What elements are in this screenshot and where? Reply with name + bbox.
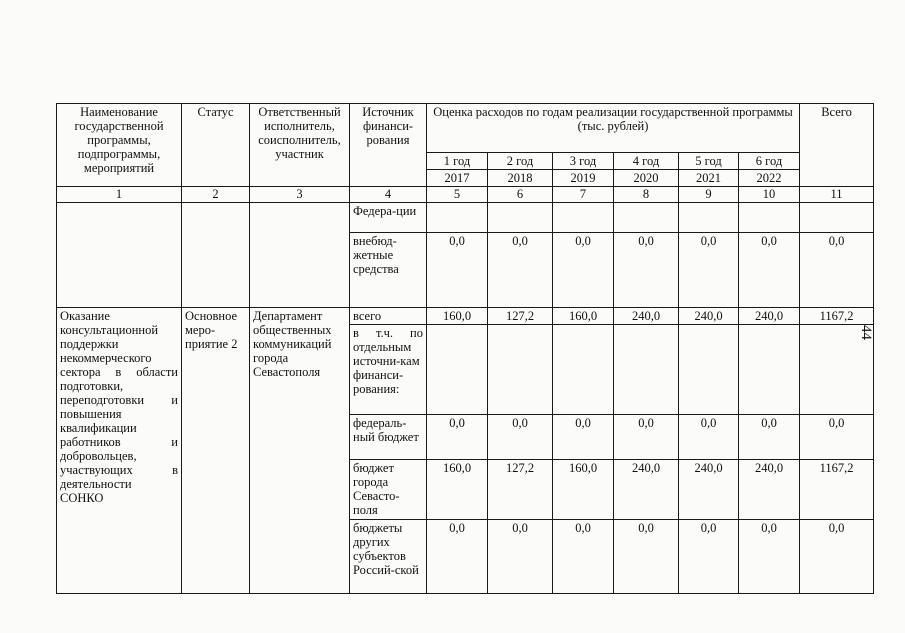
value-cell: 127,2 (488, 308, 553, 325)
value-cell (614, 203, 679, 233)
value-cell: 0,0 (739, 415, 800, 460)
value-cell (679, 203, 739, 233)
budget-table (56, 103, 874, 594)
year-label-5: 5 год (679, 153, 739, 170)
year-label-3: 3 год (553, 153, 614, 170)
value-cell: 0,0 (427, 233, 488, 308)
header-total: Всего (800, 104, 874, 187)
column-number: 1 (57, 187, 182, 203)
value-cell (739, 203, 800, 233)
value-cell: 0,0 (553, 233, 614, 308)
value-cell: 160,0 (427, 460, 488, 520)
empty-status-cell (182, 203, 250, 308)
value-cell (739, 325, 800, 415)
value-cell: 127,2 (488, 460, 553, 520)
value-cell: 160,0 (427, 308, 488, 325)
value-cell: 240,0 (614, 460, 679, 520)
empty-responsible-cell (250, 203, 350, 308)
year-4: 2020 (614, 170, 679, 187)
column-number: 6 (488, 187, 553, 203)
source-cell: бюджеты других субъектов Россий-ской (350, 520, 427, 594)
header-name: Наименование государственной программы, подпрограммы, мероприятий (57, 104, 182, 187)
activity-name: Оказание консультационной поддержки некоммерческого сектора в области подготовки, переподготовки и повышения квалификации работников и добровольцев, участвующих в деятельности СОНКО (57, 308, 182, 594)
column-number-row (57, 187, 874, 203)
value-cell (488, 325, 553, 415)
value-cell (553, 325, 614, 415)
value-cell: 0,0 (739, 520, 800, 594)
header-estimate: Оценка расходов по годам реализации государственной программы (тыс. рублей) (427, 104, 800, 153)
activity-responsible: Департамент общественных коммуникаций города Севастополя (250, 308, 350, 594)
value-cell: 240,0 (739, 460, 800, 520)
value-cell (679, 325, 739, 415)
value-cell (427, 325, 488, 415)
header-source: Источник финанси-рования (350, 104, 427, 187)
year-label-1: 1 год (427, 153, 488, 170)
value-cell: 0,0 (553, 520, 614, 594)
value-cell: 0,0 (739, 233, 800, 308)
value-cell: 0,0 (679, 520, 739, 594)
total-cell: 0,0 (800, 520, 874, 594)
year-2: 2018 (488, 170, 553, 187)
total-cell (800, 203, 874, 233)
empty-name-cell (57, 203, 182, 308)
total-cell: 0,0 (800, 233, 874, 308)
value-cell: 0,0 (614, 415, 679, 460)
source-cell: всего (350, 308, 427, 325)
year-5: 2021 (679, 170, 739, 187)
year-1: 2017 (427, 170, 488, 187)
source-cell: внебюд-жетные средства (350, 233, 427, 308)
value-cell: 240,0 (679, 308, 739, 325)
value-cell: 0,0 (553, 415, 614, 460)
source-cell: Федера-ции (350, 203, 427, 233)
source-cell: в т.ч. по отдельным источни-кам финанси-рования: (350, 325, 427, 415)
column-number: 10 (739, 187, 800, 203)
value-cell: 0,0 (427, 520, 488, 594)
table-row (57, 308, 874, 325)
value-cell: 0,0 (488, 233, 553, 308)
year-label-6: 6 год (739, 153, 800, 170)
table-row (57, 203, 874, 233)
header-status: Статус (182, 104, 250, 187)
value-cell: 240,0 (739, 308, 800, 325)
column-number: 3 (250, 187, 350, 203)
value-cell: 240,0 (679, 460, 739, 520)
value-cell: 240,0 (614, 308, 679, 325)
activity-status: Основное меро-приятие 2 (182, 308, 250, 594)
value-cell (614, 325, 679, 415)
header-responsible: Ответственный исполнитель, соисполнитель, участник (250, 104, 350, 187)
source-cell: федераль-ный бюджет (350, 415, 427, 460)
value-cell: 160,0 (553, 460, 614, 520)
value-cell: 0,0 (427, 415, 488, 460)
value-cell: 0,0 (488, 415, 553, 460)
column-number: 8 (614, 187, 679, 203)
value-cell (488, 203, 553, 233)
value-cell: 0,0 (614, 520, 679, 594)
value-cell: 0,0 (614, 233, 679, 308)
value-cell (427, 203, 488, 233)
column-number: 5 (427, 187, 488, 203)
column-number: 11 (800, 187, 874, 203)
year-3: 2019 (553, 170, 614, 187)
column-number: 7 (553, 187, 614, 203)
column-number: 2 (182, 187, 250, 203)
value-cell: 160,0 (553, 308, 614, 325)
year-6: 2022 (739, 170, 800, 187)
column-number: 9 (679, 187, 739, 203)
column-number: 4 (350, 187, 427, 203)
value-cell: 0,0 (679, 415, 739, 460)
page-number: 44 (858, 325, 874, 340)
total-cell: 1167,2 (800, 460, 874, 520)
total-cell: 1167,2 (800, 308, 874, 325)
value-cell: 0,0 (488, 520, 553, 594)
year-label-2: 2 год (488, 153, 553, 170)
value-cell: 0,0 (679, 233, 739, 308)
total-cell: 0,0 (800, 415, 874, 460)
value-cell (553, 203, 614, 233)
source-cell: бюджет города Севасто-поля (350, 460, 427, 520)
year-label-4: 4 год (614, 153, 679, 170)
